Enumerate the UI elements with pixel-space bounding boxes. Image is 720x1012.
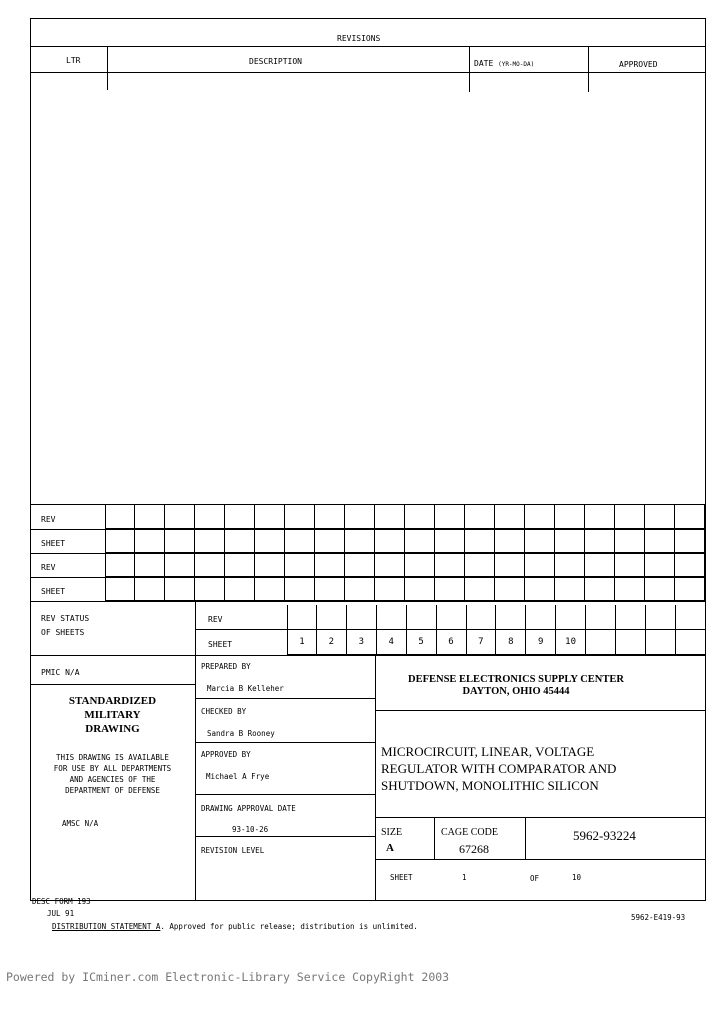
rev-row-label: SHEET [41, 539, 66, 548]
smd-title-1: STANDARDIZED [68, 695, 157, 707]
rev-cell [555, 553, 585, 577]
total-sheets: 10 [572, 873, 582, 882]
rev-status-cell [437, 605, 467, 630]
rev-cell [195, 505, 225, 529]
rev-cell [585, 529, 615, 553]
drawing-number: 5962-93224 [573, 828, 636, 843]
rev-row-label: REV [41, 563, 56, 572]
rev-cell [255, 505, 285, 529]
powered-by-notice: Powered by ICminer.com Electronic-Library Service CopyRight 2003 [6, 970, 450, 984]
rev-cell [405, 505, 435, 529]
rev-cell [195, 577, 225, 601]
rev-cell [375, 505, 405, 529]
pmic: PMIC N/A [41, 668, 80, 677]
rev-cell [165, 505, 195, 529]
rev-cell [585, 505, 615, 529]
rev-cell [405, 577, 435, 601]
rev-cell [105, 553, 135, 577]
sheet-number-cell: 6 [437, 630, 467, 655]
sheet-number: 1 [462, 873, 467, 882]
rev-cell [615, 505, 645, 529]
rev-status-cell [317, 605, 347, 630]
rev-cell [645, 577, 675, 601]
form-number: DESC FORM 193 [32, 897, 91, 906]
rev-cell [495, 553, 525, 577]
rev-cell [255, 529, 285, 553]
drawing-title-3: SHUTDOWN, MONOLITHIC SILICON [381, 778, 599, 793]
rev-cell [315, 529, 345, 553]
rev-cell [435, 553, 465, 577]
rev-cell [345, 553, 375, 577]
rev-cell [465, 505, 495, 529]
rev-cell [135, 529, 165, 553]
rev-cell [225, 529, 255, 553]
rev-cell [525, 553, 555, 577]
rev-cell [165, 553, 195, 577]
rev-cell [615, 529, 645, 553]
rev-cell [105, 577, 135, 601]
rev-cell [525, 529, 555, 553]
availability-text-1: THIS DRAWING IS AVAILABLE [56, 753, 169, 762]
rev-cell [405, 529, 435, 553]
rev-cell [435, 505, 465, 529]
rev-cell [315, 553, 345, 577]
rev-cell [405, 553, 435, 577]
rev-cell [615, 577, 645, 601]
rev-status-label-2: OF SHEETS [41, 628, 85, 637]
rev-cell [585, 553, 615, 577]
rev-cell [375, 553, 405, 577]
sheet-number-cell: 1 [287, 630, 317, 655]
rev-cell [135, 577, 165, 601]
rev-status-sheet-label: SHEET [208, 640, 233, 649]
rev-status-label: REV STATUS [41, 614, 90, 623]
rev-cell [675, 577, 705, 601]
rev-cell [525, 577, 555, 601]
rev-cell [465, 553, 495, 577]
rev-cell [345, 529, 375, 553]
approval-date-label: DRAWING APPROVAL DATE [201, 804, 296, 813]
rev-status-cell [496, 605, 526, 630]
rev-cell [285, 529, 315, 553]
rev-cell [375, 577, 405, 601]
prepared-by: Marcia B Kelleher [207, 684, 284, 693]
rev-status-cell [616, 605, 646, 630]
rev-cell [555, 577, 585, 601]
rev-cell [225, 553, 255, 577]
rev-cell [285, 577, 315, 601]
approved-by: Michael A Frye [206, 772, 270, 781]
rev-status-cell [466, 605, 496, 630]
rev-cell [675, 505, 705, 529]
rev-cell [435, 529, 465, 553]
rev-cell [465, 529, 495, 553]
rev-cell [645, 529, 675, 553]
rev-cell [315, 577, 345, 601]
agency-name: DEFENSE ELECTRONICS SUPPLY CENTER [408, 674, 624, 685]
checked-label: CHECKED BY [201, 707, 247, 716]
rev-cell [285, 553, 315, 577]
form-date: JUL 91 [47, 909, 75, 918]
rev-cell [165, 577, 195, 601]
drawing-title-1: MICROCIRCUIT, LINEAR, VOLTAGE [381, 744, 595, 759]
smd-title-3: DRAWING [85, 723, 140, 735]
rev-cell [345, 505, 375, 529]
rev-status-cell [526, 605, 556, 630]
amsc: AMSC N/A [62, 819, 99, 828]
rev-status-cell [676, 605, 706, 630]
cage-code-label: CAGE CODE [441, 827, 498, 838]
sheet-number-cell: 10 [556, 630, 586, 655]
col-description: DESCRIPTION [249, 57, 302, 66]
rev-cell [525, 505, 555, 529]
rev-status-cell [586, 630, 616, 655]
rev-cell [495, 529, 525, 553]
rev-status-cell [646, 630, 676, 655]
rev-cell [105, 529, 135, 553]
rev-cell [195, 553, 225, 577]
document-code: 5962-E419-93 [631, 913, 686, 922]
availability-text-3: AND AGENCIES OF THE [69, 775, 156, 784]
rev-cell [285, 505, 315, 529]
smd-title-2: MILITARY [84, 709, 141, 721]
rev-cell [345, 577, 375, 601]
prepared-label: PREPARED BY [201, 662, 251, 671]
rev-status-cell [556, 605, 586, 630]
sheet-number-cell: 5 [407, 630, 437, 655]
approval-date: 93-10-26 [232, 825, 269, 834]
rev-status-cell [287, 605, 317, 630]
rev-cell [315, 505, 345, 529]
of-label: OF [530, 874, 540, 883]
sheet-number-cell: 9 [526, 630, 556, 655]
col-ltr: LTR [66, 56, 81, 65]
distribution-statement: DISTRIBUTION STATEMENT A. Approved for public release; distribution is unlimited. [52, 922, 418, 931]
rev-cell [195, 529, 225, 553]
rev-status-cell [377, 605, 407, 630]
rev-status-cell [407, 605, 437, 630]
rev-cell [165, 529, 195, 553]
rev-status-rev-label: REV [208, 615, 223, 624]
availability-text-2: FOR USE BY ALL DEPARTMENTS [53, 764, 172, 773]
rev-cell [555, 505, 585, 529]
rev-status-cell [616, 630, 646, 655]
sheet-number-cell: 8 [496, 630, 526, 655]
rev-cell [375, 529, 405, 553]
rev-cell [225, 577, 255, 601]
rev-cell [555, 529, 585, 553]
rev-cell [135, 505, 165, 529]
rev-cell [495, 505, 525, 529]
rev-cell [255, 553, 285, 577]
rev-cell [135, 553, 165, 577]
col-approved: APPROVED [619, 60, 658, 69]
sheet-number-cell: 7 [466, 630, 496, 655]
cage-code: 67268 [459, 842, 489, 856]
rev-status-cell [646, 605, 676, 630]
checked-by: Sandra B Rooney [207, 729, 275, 738]
rev-cell [585, 577, 615, 601]
rev-cell [435, 577, 465, 601]
col-date: DATE (YR-MO-DA) [474, 59, 535, 68]
drawing-title-2: REGULATOR WITH COMPARATOR AND [381, 761, 617, 776]
size-value: A [386, 842, 394, 854]
rev-status-cell [586, 605, 616, 630]
sheet-number-cell: 3 [347, 630, 377, 655]
rev-cell [495, 577, 525, 601]
rev-row-label: SHEET [41, 587, 66, 596]
rev-cell [645, 553, 675, 577]
rev-status-cell [347, 605, 377, 630]
sheet-number-cell: 4 [377, 630, 407, 655]
sheet-number-cell: 2 [317, 630, 347, 655]
availability-text-4: DEPARTMENT OF DEFENSE [65, 786, 160, 795]
approved-label: APPROVED BY [201, 750, 251, 759]
rev-cell [675, 529, 705, 553]
rev-row-label: REV [41, 515, 56, 524]
rev-cell [675, 553, 705, 577]
rev-cell [465, 577, 495, 601]
rev-cell [645, 505, 675, 529]
rev-cell [255, 577, 285, 601]
revision-level-label: REVISION LEVEL [201, 846, 265, 855]
rev-cell [225, 505, 255, 529]
rev-cell [615, 553, 645, 577]
sheet-label: SHEET [390, 873, 413, 882]
agency-address: DAYTON, OHIO 45444 [462, 686, 570, 697]
size-label: SIZE [381, 827, 403, 838]
rev-status-cell [676, 630, 706, 655]
rev-cell [105, 505, 135, 529]
revisions-title: REVISIONS [337, 34, 381, 43]
